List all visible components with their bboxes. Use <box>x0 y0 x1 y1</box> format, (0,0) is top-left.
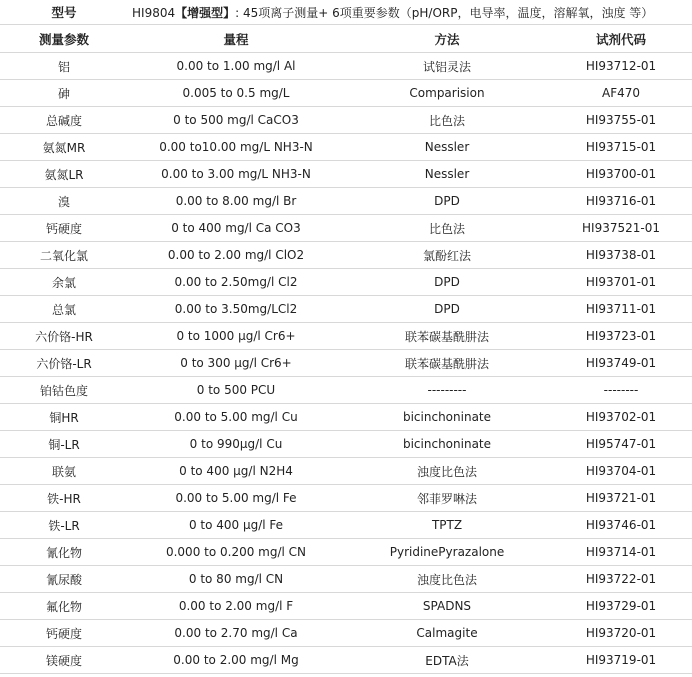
cell-method: 联苯碳基酰肼法 <box>344 350 550 377</box>
cell-reagent-code: HI93700-01 <box>550 161 692 188</box>
cell-reagent-code: HI93716-01 <box>550 188 692 215</box>
cell-reagent-code: HI95747-01 <box>550 431 692 458</box>
cell-method: 比色法 <box>344 107 550 134</box>
table-row <box>0 377 692 404</box>
cell-method: 浊度比色法 <box>344 458 550 485</box>
title-row <box>0 0 692 25</box>
cell-range: 0.00 to 5.00 mg/l Cu <box>128 404 344 431</box>
cell-parameter: 二氧化氯 <box>0 242 128 269</box>
table-row <box>0 269 692 296</box>
cell-parameter: 氰化物 <box>0 539 128 566</box>
table-row <box>0 593 692 620</box>
cell-reagent-code: HI93723-01 <box>550 323 692 350</box>
cell-parameter: 余氯 <box>0 269 128 296</box>
cell-reagent-code: HI93722-01 <box>550 566 692 593</box>
table-row <box>0 512 692 539</box>
cell-range: 0 to 400 mg/l Ca CO3 <box>128 215 344 242</box>
cell-range: 0 to 500 mg/l CaCO3 <box>128 107 344 134</box>
cell-reagent-code: HI93711-01 <box>550 296 692 323</box>
cell-parameter: 铜HR <box>0 404 128 431</box>
cell-range: 0.00 to 5.00 mg/l Fe <box>128 485 344 512</box>
cell-parameter: 氨氮LR <box>0 161 128 188</box>
type-tag: 【增强型】 <box>175 5 236 20</box>
title-key: 型号 <box>0 0 128 25</box>
cell-method: 邻菲罗啉法 <box>344 485 550 512</box>
cell-method: EDTA法 <box>344 647 550 674</box>
cell-reagent-code: AF470 <box>550 80 692 107</box>
cell-reagent-code: HI93719-01 <box>550 647 692 674</box>
cell-method: 氯酚红法 <box>344 242 550 269</box>
cell-reagent-code: HI93702-01 <box>550 404 692 431</box>
cell-parameter: 镁硬度 <box>0 647 128 674</box>
model-description: : 45项离子测量+ 6项重要参数（pH/ORP，电导率，温度，溶解氧，浊度 等） <box>235 5 654 20</box>
cell-parameter: 氰尿酸 <box>0 566 128 593</box>
cell-reagent-code: HI93701-01 <box>550 269 692 296</box>
table-row <box>0 404 692 431</box>
cell-range: 0.00 to 2.00 mg/l Mg <box>128 647 344 674</box>
cell-reagent-code: HI93720-01 <box>550 620 692 647</box>
table-row <box>0 620 692 647</box>
table-row <box>0 566 692 593</box>
cell-method: DPD <box>344 269 550 296</box>
cell-range: 0.00 to 3.50mg/LCl2 <box>128 296 344 323</box>
cell-method: bicinchoninate <box>344 431 550 458</box>
cell-range: 0.00 to 2.00 mg/l ClO2 <box>128 242 344 269</box>
header-reagent-code: 试剂代码 <box>550 25 692 53</box>
cell-parameter: 钙硬度 <box>0 215 128 242</box>
cell-method: DPD <box>344 188 550 215</box>
cell-range: 0.00 to10.00 mg/L NH3-N <box>128 134 344 161</box>
cell-parameter: 总碱度 <box>0 107 128 134</box>
table-row <box>0 188 692 215</box>
table-row <box>0 296 692 323</box>
cell-range: 0.00 to 3.00 mg/L NH3-N <box>128 161 344 188</box>
cell-parameter: 铜-LR <box>0 431 128 458</box>
cell-range: 0.00 to 8.00 mg/l Br <box>128 188 344 215</box>
table-row <box>0 134 692 161</box>
cell-parameter: 氟化物 <box>0 593 128 620</box>
cell-method: bicinchoninate <box>344 404 550 431</box>
cell-method: --------- <box>344 377 550 404</box>
cell-reagent-code: HI93746-01 <box>550 512 692 539</box>
cell-reagent-code: HI93738-01 <box>550 242 692 269</box>
model-number: HI9804 <box>132 5 176 20</box>
cell-reagent-code: HI93749-01 <box>550 350 692 377</box>
cell-reagent-code: HI93704-01 <box>550 458 692 485</box>
cell-method: Comparision <box>344 80 550 107</box>
cell-method: TPTZ <box>344 512 550 539</box>
cell-parameter: 钙硬度 <box>0 620 128 647</box>
cell-parameter: 铁-HR <box>0 485 128 512</box>
table-row <box>0 647 692 674</box>
cell-parameter: 六价铬-LR <box>0 350 128 377</box>
table-row <box>0 539 692 566</box>
table-row <box>0 323 692 350</box>
table-row <box>0 80 692 107</box>
cell-reagent-code: HI93714-01 <box>550 539 692 566</box>
cell-parameter: 铁-LR <box>0 512 128 539</box>
cell-range: 0 to 80 mg/l CN <box>128 566 344 593</box>
table-row <box>0 107 692 134</box>
cell-parameter: 铝 <box>0 53 128 80</box>
cell-range: 0.00 to 2.70 mg/l Ca <box>128 620 344 647</box>
cell-method: PyridinePyrazalone <box>344 539 550 566</box>
cell-range: 0 to 300 µg/l Cr6+ <box>128 350 344 377</box>
cell-parameter: 联氨 <box>0 458 128 485</box>
cell-range: 0.005 to 0.5 mg/L <box>128 80 344 107</box>
cell-method: 试铝灵法 <box>344 53 550 80</box>
cell-reagent-code: HI937521-01 <box>550 215 692 242</box>
cell-reagent-code: HI93712-01 <box>550 53 692 80</box>
cell-method: DPD <box>344 296 550 323</box>
cell-reagent-code: HI93755-01 <box>550 107 692 134</box>
table-row <box>0 161 692 188</box>
cell-range: 0.00 to 1.00 mg/l Al <box>128 53 344 80</box>
table-row <box>0 431 692 458</box>
cell-method: Calmagite <box>344 620 550 647</box>
header-method: 方法 <box>344 25 550 53</box>
table-row <box>0 215 692 242</box>
table-row <box>0 53 692 80</box>
cell-method: 联苯碳基酰肼法 <box>344 323 550 350</box>
table-row <box>0 242 692 269</box>
table-row <box>0 458 692 485</box>
cell-method: Nessler <box>344 161 550 188</box>
cell-reagent-code: HI93715-01 <box>550 134 692 161</box>
cell-range: 0 to 400 µg/l Fe <box>128 512 344 539</box>
cell-reagent-code: -------- <box>550 377 692 404</box>
cell-range: 0 to 400 µg/l N2H4 <box>128 458 344 485</box>
cell-method: 比色法 <box>344 215 550 242</box>
title-description <box>128 0 692 25</box>
cell-parameter: 溴 <box>0 188 128 215</box>
cell-method: Nessler <box>344 134 550 161</box>
cell-reagent-code: HI93721-01 <box>550 485 692 512</box>
cell-parameter: 铂钴色度 <box>0 377 128 404</box>
header-row <box>0 25 692 53</box>
cell-range: 0.000 to 0.200 mg/l CN <box>128 539 344 566</box>
cell-parameter: 砷 <box>0 80 128 107</box>
cell-parameter: 氨氮MR <box>0 134 128 161</box>
cell-range: 0 to 1000 µg/l Cr6+ <box>128 323 344 350</box>
cell-parameter: 总氯 <box>0 296 128 323</box>
header-parameter: 测量参数 <box>0 25 128 53</box>
cell-range: 0.00 to 2.50mg/l Cl2 <box>128 269 344 296</box>
table-row <box>0 350 692 377</box>
cell-method: 浊度比色法 <box>344 566 550 593</box>
cell-method: SPADNS <box>344 593 550 620</box>
cell-range: 0.00 to 2.00 mg/l F <box>128 593 344 620</box>
cell-range: 0 to 500 PCU <box>128 377 344 404</box>
cell-reagent-code: HI93729-01 <box>550 593 692 620</box>
cell-range: 0 to 990µg/l Cu <box>128 431 344 458</box>
table-row <box>0 485 692 512</box>
header-range: 量程 <box>128 25 344 53</box>
cell-parameter: 六价铬-HR <box>0 323 128 350</box>
